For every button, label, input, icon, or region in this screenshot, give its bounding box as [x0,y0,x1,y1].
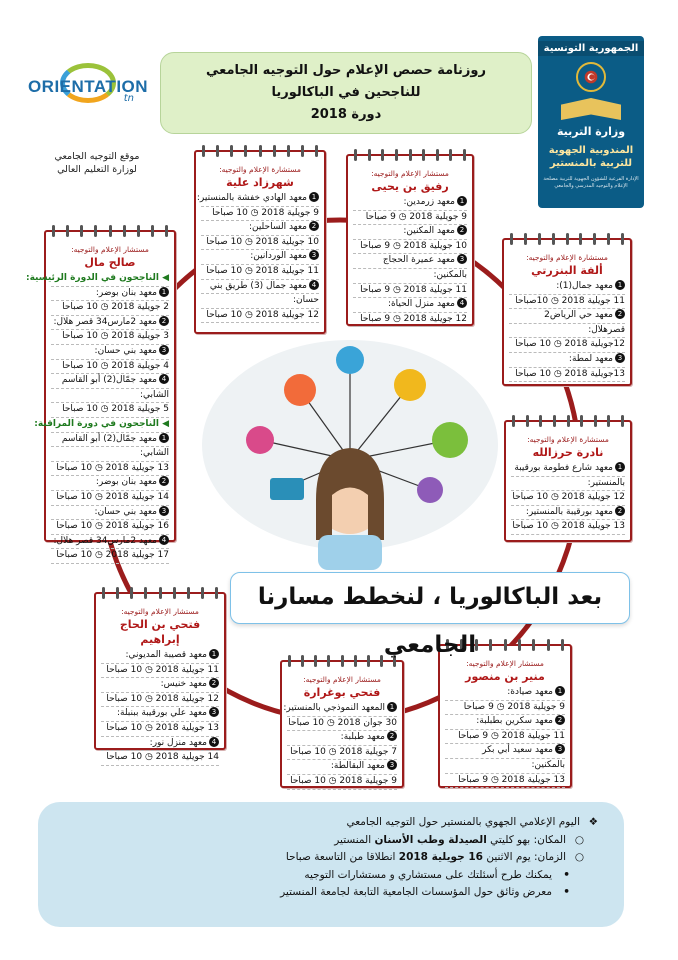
card-line-text: معهد منزل نور: [149,737,207,748]
card-line-text: معهد جمّال(2) أبو القاسم [61,375,157,386]
card-line-text: معهد البقالطة: [330,761,385,772]
place-value: الصيدلة وطب الأسنان [374,833,487,846]
card-line-number: 1 [309,192,319,202]
card-line-number: 2 [387,731,397,741]
card-line-text: معهد عميرة الحجاج [382,255,455,266]
card-line-text: قصرهلال: [588,324,625,335]
card-role: مستشار الإعلام والتوجيه: [71,245,149,254]
card-line-number: 4 [209,737,219,747]
counselor-card [25,230,176,561]
card-line [51,360,169,375]
card-line-text: 12 جويلية 2018 ◷ 10 صباحا [512,492,625,503]
directorate-line: المندوبية الجهوية [548,145,634,156]
card-line [51,491,169,506]
card-line-number: 1 [387,702,397,712]
card-line-number: 3 [387,760,397,770]
info-bullet-text: يمكنك طرح أسئلتك على مستشاري و مستشارات التوجيه [304,868,552,881]
card-line-number: 2 [209,678,219,688]
card-line-number: 1 [615,280,625,290]
slogan-banner: بعد الباكالوريا ، لنخطط مسارنا الجامعي [230,572,630,624]
card-line [201,250,319,265]
card-line [287,717,397,732]
card-line [51,462,169,477]
card-line [353,284,467,299]
time-suffix: انطلاقا من التاسعة صباحا [285,851,396,863]
card-name: ألفة البنزرتي [531,264,603,277]
card-line-text: معهد 2مارس34 قصر هلال: [53,535,157,546]
card-spiral-icon [288,655,396,667]
card-line-text: معهد خنيس: [160,679,207,690]
card-line-number: 3 [209,707,219,717]
card-line [353,196,467,211]
card-line [101,707,219,722]
card-line-text: معهد شارع فطومة بورقيبة [514,463,613,473]
counselor-card [94,592,226,763]
site-caption [32,150,162,176]
card-line-text: معهد علي بورقيبة ببنبلة: [116,708,207,719]
card-line [51,549,169,564]
card-line-text: 13 جويلية 2018 ◷ 9 صباحا [458,774,565,785]
card-line-number: 3 [457,254,467,264]
card-name: صالح مال [84,256,136,269]
card-line-text: المعهد النموذجي بالمنستير: [283,703,385,713]
card-line-number: 2 [457,225,467,235]
card-role: مستشار الإعلام والتوجيه: [466,659,544,668]
card-line-text: 14 جويلية 2018 ◷ 10 صباحا [56,491,169,502]
thinking-girl-illustration [200,330,500,570]
card-line [201,294,319,309]
card-line [25,272,169,287]
card-line-number: 4 [159,374,169,384]
card-line-text: معهد سكرين بطبلبة: [476,716,553,727]
card-line [51,433,169,448]
card-line-text: ◀ الناجحون في الدورة الرئيسية: [25,273,169,283]
card-line [196,192,319,207]
card-line-text: 12 جويلية 2018 ◷ 10 صباحا [106,693,219,704]
card-line [287,775,397,790]
card-line-number: 3 [615,353,625,363]
card-line-text: معهد سعيد أبي بكر [482,745,553,756]
card-line-number: 3 [555,744,565,754]
info-bullet-text: معرض وثائق حول المؤسسات الجامعية التابعة لجامعة المنستير [280,886,552,898]
card-line [51,535,169,550]
card-line-number: 4 [159,535,169,545]
logo-word: ORIENTATION [27,76,149,96]
circle-bullet-icon: ○ [574,833,584,846]
info-place [64,832,598,850]
info-panel [38,802,624,927]
card-name: شهرزاد علية [226,176,294,189]
card-line-text: 9 جويلية 2018 ◷ 9 صباحا [463,701,565,712]
card-line [511,462,625,477]
card-line [445,715,565,730]
card-line-number: 1 [209,649,219,659]
card-line [287,760,397,775]
card-line-number: 1 [159,433,169,443]
card-line [201,221,319,236]
card-line-text: معهد 2مارس34 قصر هلال: [53,316,157,327]
card-line [353,269,467,284]
title-line-2: للناجحين في الباكالوريا [271,85,421,100]
card-line-text: 10 جويلية 2018 ◷ 10 صباحا [206,236,319,247]
card-line-text: 12جويلية 2018 ◷ 10 صباحا [515,339,625,350]
card-line [51,389,169,404]
card-line-text: معهد بني حسان: [94,345,157,356]
card-line-text: 30 جوان 2018 ◷ 10 صباحا [288,717,397,728]
orientation-logo[interactable] [27,40,149,126]
card-line [353,225,467,240]
card-spiral-icon [354,149,466,161]
card-line-text: معهد الساحلين: [248,222,307,233]
card-line-text: معهد جمال(1): [556,281,613,291]
card-line [201,207,319,222]
card-role: مستشارة الإعلام والتوجيه: [527,435,609,444]
card-line-text: 7 جويلية 2018 ◷ 10 صباحا [290,746,397,757]
card-line-text: 9 جويلية 2018 ◷ 10 صباحا [290,775,397,786]
info-bullet [64,867,598,885]
page-title-box [160,52,532,134]
card-line-text: معهد صيادة: [507,687,553,697]
card-line [283,702,397,717]
card-line-number: 2 [159,316,169,326]
place-suffix: المنستير [334,833,372,846]
card-line-text: بالمكنين: [531,759,565,770]
card-line [51,330,169,345]
card-line [51,345,169,360]
title-line-1: روزنامة حصص الإعلام حول التوجيه الجامعي [206,63,486,78]
card-role: مستشار الإعلام والتوجيه: [303,675,381,684]
card-line [445,744,565,759]
card-line-text: 13 جويلية 2018 ◷ 10 صباحا [106,722,219,733]
card-line [201,280,319,295]
card-line [353,298,467,313]
counselor-card [280,660,404,788]
card-line-text: 12 جويلية 2018 ◷ 10 صباحا [206,309,319,320]
card-line-text: 11 جويلية 2018 ◷ 9 صباحا [458,730,565,741]
card-line-text: معهد حي الرياض2 [544,310,613,321]
card-line [101,664,219,679]
card-line-text: 11 جويلية 2018 ◷ 10 صباحا [106,664,219,675]
title-line-3: دورة 2018 [310,107,382,122]
card-line-number: 2 [615,506,625,516]
card-line-text: معهد زرمدين: [403,197,455,207]
card-line [101,722,219,737]
card-line-text: بالمكنين: [433,269,467,280]
card-line [509,309,625,324]
card-line [201,265,319,280]
card-line-text: 17 جويلية 2018 ◷ 10 صباحا [56,550,169,561]
site-caption-line: موقع التوجيه الجامعي [54,151,140,162]
card-line [509,324,625,339]
card-line-text: معهد لمطة: [568,353,613,364]
card-line-text: 9 جويلية 2018 ◷ 10 صباحا [212,207,319,218]
card-line [445,730,565,745]
card-line [51,403,169,418]
directorate-label [549,144,633,170]
card-line-number: 1 [615,462,625,472]
card-name: رفيق بن يحيى [371,180,449,193]
logo-suffix: tn [123,92,134,104]
card-line [201,309,319,324]
card-name: نادرة حرزالله [532,446,604,459]
card-line [445,759,565,774]
card-name: فتحي بوغرارة [303,686,381,699]
card-line [353,313,467,328]
card-line [51,316,169,331]
card-line-number: 3 [159,345,169,355]
card-line-text: 13جويلية 2018 ◷ 10 صباحا [515,368,625,379]
card-line-text: معهد الهادي خفشة بالمنستير: [196,193,307,203]
card-line-text: معهد قصيبة المديوني: [125,650,207,660]
card-line-text: معهد جمال (3) طريق بني [209,280,307,291]
info-time [64,849,598,867]
card-line-text: 13 جويلية 2018 ◷ 10 صباحا [56,462,169,473]
card-line-text: بالمنستير: [587,477,625,488]
card-line [51,506,169,521]
card-line-number: 2 [555,715,565,725]
counselor-card [502,238,632,386]
place-label: المكان: بهو كليتي [490,833,566,846]
card-role: مستشار الإعلام والتوجيه: [371,169,449,178]
card-line-number: 3 [159,506,169,516]
card-role: مستشارة الإعلام والتوجيه: [219,165,301,174]
card-line-text: 2 جويلية 2018 ◷ 10 صباحا [62,302,169,313]
card-line [353,254,467,269]
card-line-text: 11 جويلية 2018 ◷ 10صباحا [515,295,625,306]
card-line [511,491,625,506]
info-heading [64,814,598,832]
card-line-text: 10 جويلية 2018 ◷ 9 صباحا [360,240,467,251]
card-line [201,236,319,251]
card-line [509,280,625,295]
card-line [445,701,565,716]
card-line-text: معهد جمّال(2) أبو القاسم [61,433,157,444]
ministry-label: وزارة التربية [556,125,626,138]
card-line [101,693,219,708]
card-line-number: 2 [159,476,169,486]
card-line [101,678,219,693]
card-line-number: 2 [309,221,319,231]
card-line-text: معهد بورقيبة بالمنستير: [525,506,613,517]
card-line-number: 2 [615,309,625,319]
card-line-text: حسان: [293,295,319,306]
counselor-card [194,150,326,334]
card-line-text: معهد بني حسان: [94,506,157,517]
card-line-text: معهد المكنين: [403,226,455,237]
card-line [509,368,625,383]
counselor-card [346,154,474,326]
card-line-text: معهد بنان بوضر: [95,477,157,488]
card-line [511,520,625,535]
republic-label: الجمهورية التونسية [538,41,644,56]
card-line [445,686,565,701]
card-line [509,295,625,310]
card-line [101,649,219,664]
card-line [101,737,219,752]
card-line-text: 3 جويلية 2018 ◷ 10 صباحا [62,331,169,342]
card-line [511,477,625,492]
card-line-text: 11 جويلية 2018 ◷ 10 صباحا [206,265,319,276]
card-spiral-icon [102,587,218,599]
dot-bullet-icon: • [563,868,570,881]
card-name: منير بن منصور [465,670,545,683]
card-role: مستشار الإعلام والتوجيه: [121,607,199,616]
card-line [287,746,397,761]
time-value: 16 جويلية 2018 [398,851,483,863]
card-line-number: 1 [159,287,169,297]
ministry-small-text: الإدارة الفرعية للشؤون الجهوية للتربية مصلحة الإعلام والتوجيه المدرسي والجامعي [543,176,639,189]
card-line-text: 12 جويلية 2018 ◷ 9 صباحا [360,313,467,324]
card-line-text: 5 جويلية 2018 ◷ 10 صباحا [62,404,169,415]
card-line [51,520,169,535]
card-line [51,447,169,462]
card-role: مستشارة الإعلام والتوجيه: [526,253,608,262]
card-line-text: 9 جويلية 2018 ◷ 9 صباحا [365,211,467,222]
diamond-bullet-icon: ❖ [588,816,598,828]
site-caption-line: لوزارة التعليم العالي [57,164,137,175]
card-line [51,301,169,316]
card-line [353,240,467,255]
card-line-text: 11 جويلية 2018 ◷ 9 صباحا [360,284,467,295]
card-spiral-icon [52,225,168,237]
card-line-text: معهد طبلبة: [340,732,385,743]
card-line-text: معهد منزل الحياة: [387,299,455,310]
card-line-number: 1 [457,196,467,206]
card-line-text: معهد الوردانين: [250,251,307,262]
card-line-number: 1 [555,686,565,696]
card-line [445,774,565,789]
counselor-card [504,420,632,542]
card-line [287,731,397,746]
card-line [353,211,467,226]
dot-bullet-icon: • [563,886,570,898]
card-line-text: معهد بنان بوضر: [95,287,157,298]
card-line [509,338,625,353]
card-line [51,374,169,389]
card-spiral-icon [510,233,624,245]
card-line-number: 4 [457,298,467,308]
card-line-text: 16 جويلية 2018 ◷ 10 صباحا [56,521,169,532]
card-line [101,751,219,766]
directorate-line: للتربية بالمنستير [549,158,633,169]
card-line-text: 13 جويلية 2018 ◷ 10 صباحا [512,521,625,532]
ministry-emblem [538,36,644,208]
card-line [34,418,169,433]
card-line-number: 3 [309,250,319,260]
card-line-text: 14 جويلية 2018 ◷ 10 صباحا [106,752,219,763]
card-line [511,506,625,521]
card-line-number: 4 [309,280,319,290]
card-name: فتحي بن الحاج إبراهيم [119,618,201,646]
card-line-text: ◀ الناجحون في دورة المراقبة: [34,418,169,429]
card-line [509,353,625,368]
card-spiral-icon [512,415,624,427]
tunisia-seal-icon [576,62,606,92]
card-spiral-icon [202,145,318,157]
card-line [51,287,169,302]
card-line-text: 4 جويلية 2018 ◷ 10 صباحا [62,360,169,371]
card-line-text: الشابي: [139,448,169,459]
info-bullet [64,884,598,902]
info-heading-text: اليوم الإعلامي الجهوي بالمنستير حول التوجيه الجامعي [346,816,580,828]
circle-bullet-icon: ○ [574,851,584,863]
time-label: الزمان: يوم الاثنين [486,851,566,863]
card-line [51,476,169,491]
card-line-text: الشابي: [139,389,169,400]
open-book-icon [561,98,621,120]
